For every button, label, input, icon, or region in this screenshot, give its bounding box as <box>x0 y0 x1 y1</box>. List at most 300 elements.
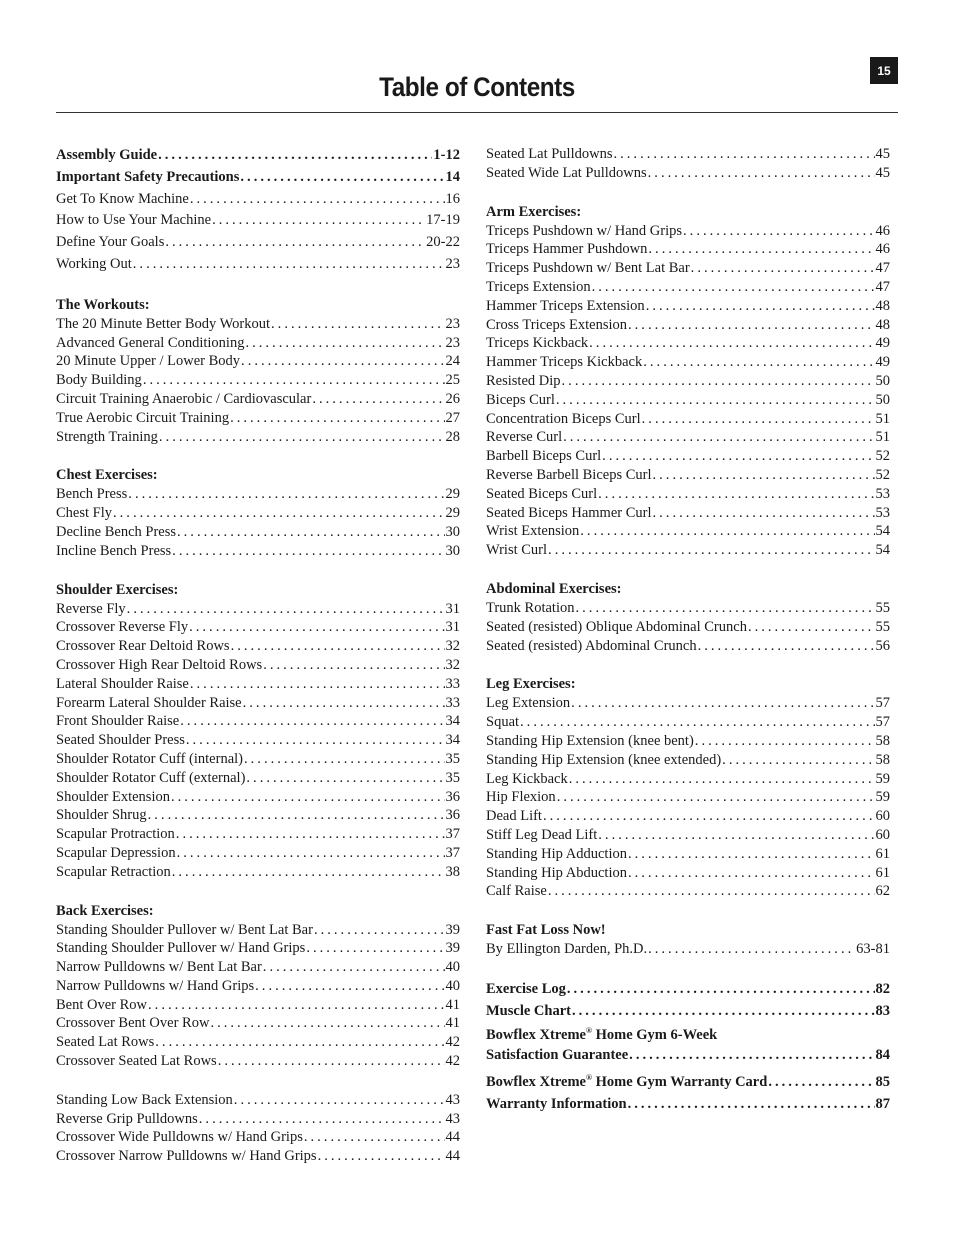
toc-entry-page: 40 <box>445 959 460 976</box>
toc-entry-page: 36 <box>445 807 460 824</box>
toc-entry <box>56 352 460 371</box>
toc-entry-label: Trunk Rotation <box>486 599 575 616</box>
dot-leader <box>598 826 874 845</box>
toc-entry-page: 47 <box>875 260 890 277</box>
toc-section <box>56 1091 460 1166</box>
section-heading: Chest Exercises: <box>56 467 158 484</box>
toc-entry <box>56 167 460 189</box>
toc-entry-label: Wrist Curl <box>486 542 548 559</box>
toc-entry-label: Triceps Extension <box>486 278 591 295</box>
toc-entry-page: 20-22 <box>426 234 460 251</box>
toc-entry-page: 30 <box>445 542 460 559</box>
toc-entry-page: 25 <box>445 372 460 389</box>
toc-entry <box>56 1110 460 1129</box>
dot-leader <box>263 656 444 675</box>
section-heading: Leg Exercises: <box>486 676 576 693</box>
brand-text: Bowflex Xtreme <box>486 1073 586 1090</box>
toc-entry-page: 61 <box>875 845 890 862</box>
toc-entry-page: 57 <box>875 695 890 712</box>
toc-entry-label: Barbell Biceps Curl <box>486 448 602 465</box>
toc-entry <box>486 713 890 732</box>
dot-leader <box>212 210 425 232</box>
dot-leader <box>243 694 445 713</box>
toc-section <box>486 203 890 560</box>
dot-leader <box>698 637 875 656</box>
toc-entry <box>486 410 890 429</box>
toc-entry <box>56 1091 460 1110</box>
toc-entry-page: 23 <box>445 255 460 272</box>
dot-leader <box>556 391 875 410</box>
dot-leader <box>642 410 875 429</box>
toc-entry-label: Working Out <box>56 255 132 272</box>
dot-leader <box>648 164 875 183</box>
toc-entry-label: How to Use Your Machine <box>56 212 212 229</box>
toc-section <box>56 581 460 882</box>
toc-entry-label: Front Shoulder Raise <box>56 713 180 730</box>
toc-entry-page: 61 <box>875 864 890 881</box>
toc-entry <box>486 751 890 770</box>
dot-leader <box>190 675 445 694</box>
toc-entry <box>56 1014 460 1033</box>
toc-entry <box>56 769 460 788</box>
toc-entry-label: Incline Bench Press <box>56 542 172 559</box>
dot-leader <box>613 145 874 164</box>
toc-entry-label: Standing Hip Adduction <box>486 845 627 862</box>
toc-entry <box>486 391 890 410</box>
toc-entry-label: Hip Flexion <box>486 789 556 806</box>
toc-entry-label: Get To Know Machine <box>56 190 189 207</box>
toc-entry <box>56 656 460 675</box>
toc-entry <box>56 694 460 713</box>
toc-entry <box>56 675 460 694</box>
toc-entry <box>486 979 890 1001</box>
toc-entry-page: 29 <box>445 505 460 522</box>
toc-entry-label: Assembly Guide <box>56 147 158 163</box>
toc-entry <box>56 618 460 637</box>
dot-leader <box>580 522 874 541</box>
dot-leader <box>571 694 874 713</box>
dot-leader <box>648 940 855 959</box>
toc-entry-page: 48 <box>875 316 890 333</box>
toc-entry <box>486 222 890 241</box>
toc-entry <box>56 334 460 353</box>
toc-closing-section <box>486 979 890 1115</box>
toc-entry-label: Circuit Training Anaerobic / Cardiovascular <box>56 390 312 407</box>
toc-entry-label: True Aerobic Circuit Training <box>56 409 230 426</box>
toc-entry <box>486 447 890 466</box>
toc-entry-page: 37 <box>445 826 460 843</box>
toc-entry-page: 24 <box>445 353 460 370</box>
toc-entry-page: 84 <box>875 1047 890 1064</box>
toc-entry <box>486 845 890 864</box>
toc-entry-label: Leg Extension <box>486 695 571 712</box>
toc-entry-page: 51 <box>875 410 890 427</box>
dot-leader <box>643 353 874 372</box>
toc-entry-label: Shoulder Shrug <box>56 807 147 824</box>
toc-entry-page: 31 <box>445 619 460 636</box>
toc-entry-page: 85 <box>875 1073 890 1090</box>
toc-entry-page: 14 <box>445 168 460 185</box>
toc-entry <box>486 353 890 372</box>
toc-entry <box>486 466 890 485</box>
toc-entry-page: 56 <box>875 637 890 654</box>
toc-entry-label: Standing Hip Extension (knee extended) <box>486 751 722 768</box>
toc-entry <box>486 618 890 637</box>
toc-entry-page: 53 <box>875 504 890 521</box>
toc-intro-section <box>56 145 460 276</box>
toc-entry <box>56 788 460 807</box>
toc-entry-label: Scapular Retraction <box>56 863 171 880</box>
toc-entry-label: Muscle Chart <box>486 1002 571 1019</box>
dot-leader <box>646 297 875 316</box>
toc-section <box>486 145 890 183</box>
toc-entry-page: 43 <box>445 1110 460 1127</box>
toc-entry-label: Strength Training <box>56 428 158 445</box>
toc-entry-label: Standing Shoulder Pullover w/ Hand Grips <box>56 940 306 957</box>
toc-entry <box>56 844 460 863</box>
toc-entry <box>56 542 460 561</box>
toc-entry-label: Scapular Protraction <box>56 826 175 843</box>
toc-entry <box>56 232 460 254</box>
dot-leader <box>159 428 445 447</box>
toc-entry-label: Seated (resisted) Abdominal Crunch <box>486 637 697 654</box>
dot-leader <box>306 939 444 958</box>
toc-entry-page: 50 <box>875 391 890 408</box>
toc-entry-label: Crossover Rear Deltoid Rows <box>56 638 230 655</box>
dot-leader <box>158 145 432 167</box>
toc-entry-label: Standing Hip Abduction <box>486 864 627 881</box>
toc-entry-label: Seated Lat Pulldowns <box>486 146 613 162</box>
toc-entry-label: Dead Lift <box>486 808 542 825</box>
section-heading: Fast Fat Loss Now! <box>486 922 606 939</box>
toc-entry-page: 52 <box>875 448 890 465</box>
toc-entry-page: 83 <box>875 1002 890 1019</box>
toc-entry-page: 50 <box>875 372 890 389</box>
toc-entry <box>486 316 890 335</box>
toc-entry <box>486 297 890 316</box>
toc-entry-label: Body Building <box>56 372 142 389</box>
toc-entry <box>56 189 460 211</box>
toc-entry-label: Seated Wide Lat Pulldowns <box>486 164 647 181</box>
toc-entry-label: Reverse Barbell Biceps Curl <box>486 466 652 483</box>
dot-leader <box>628 864 875 883</box>
toc-entry-page: 30 <box>445 523 460 540</box>
dot-leader <box>543 807 875 826</box>
toc-entry <box>56 315 460 334</box>
toc-entry-label: Scapular Depression <box>56 844 176 861</box>
toc-entry <box>486 788 890 807</box>
toc-entry-page: 46 <box>875 222 890 239</box>
toc-entry <box>486 1045 890 1067</box>
dot-leader <box>241 352 444 371</box>
toc-entry-label <box>486 1067 767 1094</box>
dot-leader <box>180 712 444 731</box>
toc-entry-label: Chest Fly <box>56 505 112 522</box>
toc-entry-page: 33 <box>445 694 460 711</box>
toc-entry-label: Seated Biceps Hammer Curl <box>486 504 652 521</box>
toc-entry-page: 33 <box>445 675 460 692</box>
dot-leader <box>172 863 445 882</box>
toc-entry-page: 45 <box>875 146 890 162</box>
toc-entry-label: Calf Raise <box>486 883 547 900</box>
toc-entry <box>486 541 890 560</box>
dot-leader <box>563 428 874 447</box>
toc-entry <box>56 921 460 940</box>
toc-entry <box>486 428 890 447</box>
toc-entry-label: Shoulder Rotator Cuff (external) <box>56 769 246 786</box>
toc-entry <box>486 694 890 713</box>
dot-leader <box>628 845 875 864</box>
dot-leader <box>245 334 444 353</box>
toc-entry-page: 58 <box>875 751 890 768</box>
dot-leader <box>314 921 445 940</box>
dot-leader <box>557 788 875 807</box>
toc-entry-page: 82 <box>875 980 890 997</box>
dot-leader <box>598 485 874 504</box>
toc-section <box>56 296 460 447</box>
dot-leader <box>148 806 445 825</box>
toc-section <box>486 675 890 901</box>
toc-entry <box>486 732 890 751</box>
section-heading: Back Exercises: <box>56 902 154 919</box>
toc-entry <box>56 712 460 731</box>
toc-entry-page: 55 <box>875 599 890 616</box>
dot-leader <box>520 713 874 732</box>
toc-entry-page: 40 <box>445 977 460 994</box>
toc-entry-page: 16 <box>445 190 460 207</box>
dot-leader <box>683 222 874 241</box>
toc-entry-label: Standing Shoulder Pullover w/ Bent Lat Bar <box>56 921 313 938</box>
toc-entry-page: 54 <box>875 523 890 540</box>
toc-entry-label: Crossover Bent Over Row <box>56 1015 210 1032</box>
toc-entry-page: 37 <box>445 844 460 861</box>
toc-entry-page: 28 <box>445 428 460 445</box>
toc-entry-page: 59 <box>875 770 890 787</box>
toc-entry-label: Seated Shoulder Press <box>56 732 185 749</box>
dot-leader <box>562 372 875 391</box>
toc-entry-label: Satisfaction Guarantee <box>486 1047 629 1064</box>
dot-leader <box>155 1033 444 1052</box>
toc-entry-label: Standing Low Back Extension <box>56 1091 233 1108</box>
dot-leader <box>218 1052 445 1071</box>
toc-entry <box>56 210 460 232</box>
toc-entry-page: 39 <box>445 921 460 938</box>
six-week-guarantee-heading <box>486 1022 890 1045</box>
dot-leader <box>648 240 874 259</box>
dot-leader <box>255 977 444 996</box>
dot-leader <box>548 882 875 901</box>
toc-entry-page: 17-19 <box>426 212 460 229</box>
toc-entry <box>486 485 890 504</box>
toc-entry <box>486 882 890 901</box>
toc-entry <box>56 428 460 447</box>
toc-entry <box>56 863 460 882</box>
dot-leader <box>576 599 875 618</box>
toc-entry <box>486 278 890 297</box>
toc-entry <box>486 259 890 278</box>
toc-entry-page: 44 <box>445 1148 460 1165</box>
toc-entry <box>56 977 460 996</box>
toc-entry-page: 58 <box>875 732 890 749</box>
toc-entry <box>56 750 460 769</box>
toc-entry-page: 53 <box>875 485 890 502</box>
toc-entry-page: 43 <box>445 1091 460 1108</box>
toc-entry-label: Crossover Reverse Fly <box>56 619 189 636</box>
page-number-badge: 15 <box>870 57 898 84</box>
toc-entry <box>486 826 890 845</box>
six-week-text: Home Gym 6-Week <box>591 1027 718 1044</box>
toc-entry <box>56 485 460 504</box>
toc-entry <box>486 770 890 789</box>
section-heading: Arm Exercises: <box>486 203 582 220</box>
toc-entry-page: 59 <box>875 789 890 806</box>
toc-entry <box>486 1067 890 1094</box>
toc-entry-label: Squat <box>486 714 520 731</box>
section-heading: Shoulder Exercises: <box>56 581 179 598</box>
toc-entry <box>486 334 890 353</box>
toc-entry-page: 46 <box>875 241 890 258</box>
toc-entry <box>56 939 460 958</box>
toc-entry-page: 57 <box>875 714 890 731</box>
toc-entry-page: 63-81 <box>856 941 890 958</box>
toc-entry-label: Triceps Pushdown w/ Bent Lat Bar <box>486 260 690 277</box>
dot-leader <box>653 466 875 485</box>
toc-entry <box>56 409 460 428</box>
toc-section <box>486 580 890 655</box>
toc-entry <box>56 958 460 977</box>
toc-right-column <box>486 145 890 1115</box>
dot-leader <box>567 979 875 1001</box>
toc-entry-page: 35 <box>445 769 460 786</box>
toc-entry-page: 47 <box>875 278 890 295</box>
toc-entry-page: 34 <box>445 732 460 749</box>
dot-leader <box>629 1045 874 1067</box>
dot-leader <box>548 541 874 560</box>
toc-entry-label: Wrist Extension <box>486 523 580 540</box>
toc-entry <box>56 1052 460 1071</box>
toc-entry-page: 26 <box>445 390 460 407</box>
toc-entry-page: 23 <box>445 334 460 351</box>
dot-leader <box>691 259 875 278</box>
toc-entry-label: Seated Biceps Curl <box>486 485 598 502</box>
toc-entry <box>486 240 890 259</box>
toc-entry <box>56 1033 460 1052</box>
toc-entry-label: Triceps Kickback <box>486 335 589 352</box>
toc-entry-label: Bench Press <box>56 486 128 503</box>
toc-entry <box>56 731 460 750</box>
toc-entry <box>486 145 890 164</box>
dot-leader <box>263 958 445 977</box>
dot-leader <box>172 542 444 561</box>
title-rule <box>56 112 898 113</box>
dot-leader <box>234 1091 445 1110</box>
toc-entry-page: 23 <box>445 315 460 332</box>
toc-entry-label: Define Your Goals <box>56 234 165 251</box>
toc-entry <box>486 522 890 541</box>
toc-entry-label: The 20 Minute Better Body Workout <box>56 315 271 332</box>
toc-entry <box>486 807 890 826</box>
toc-entry <box>486 1001 890 1023</box>
section-heading: Abdominal Exercises: <box>486 580 622 597</box>
toc-entry-label: Narrow Pulldowns w/ Bent Lat Bar <box>56 959 262 976</box>
toc-entry-page: 60 <box>875 826 890 843</box>
toc-entry-page: 42 <box>445 1034 460 1051</box>
page-title: Table of Contents <box>379 72 575 102</box>
toc-entry-page: 34 <box>445 713 460 730</box>
dot-leader <box>231 637 445 656</box>
toc-entry <box>56 390 460 409</box>
dot-leader <box>177 523 445 542</box>
dot-leader <box>128 485 444 504</box>
toc-entry <box>56 504 460 523</box>
toc-entry <box>486 864 890 883</box>
toc-entry-label: Narrow Pulldowns w/ Hand Grips <box>56 977 255 994</box>
toc-entry-page: 42 <box>445 1053 460 1070</box>
dot-leader <box>628 316 875 335</box>
toc-entry-label: 20 Minute Upper / Lower Body <box>56 353 241 370</box>
toc-entry-label: Reverse Grip Pulldowns <box>56 1110 198 1127</box>
toc-entry-label: Bent Over Row <box>56 996 148 1013</box>
toc-entry-label: Hammer Triceps Kickback <box>486 354 643 371</box>
dot-leader <box>165 232 425 254</box>
toc-entry <box>486 164 890 183</box>
dot-leader <box>127 600 445 619</box>
toc-entry-page: 1-12 <box>433 147 460 163</box>
dot-leader <box>171 788 445 807</box>
toc-entry-page: 41 <box>445 996 460 1013</box>
toc-entry <box>486 940 890 959</box>
toc-entry <box>56 600 460 619</box>
toc-section <box>56 466 460 560</box>
dot-leader <box>240 167 444 189</box>
toc-entry <box>486 504 890 523</box>
toc-entry-label: Seated Lat Rows <box>56 1034 155 1051</box>
dot-leader <box>628 1094 875 1116</box>
toc-entry-label: Triceps Hammer Pushdown <box>486 241 648 258</box>
dot-leader <box>695 732 875 751</box>
dot-leader <box>230 409 444 428</box>
toc-entry <box>56 523 460 542</box>
dot-leader <box>592 278 875 297</box>
toc-entry-label: Decline Bench Press <box>56 523 176 540</box>
toc-left-column <box>56 145 460 1186</box>
dot-leader <box>748 618 875 637</box>
toc-entry-label: Forearm Lateral Shoulder Raise <box>56 694 242 711</box>
dot-leader <box>589 334 874 353</box>
toc-entry-label: Reverse Curl <box>486 429 563 446</box>
toc-entry-label: Shoulder Rotator Cuff (internal) <box>56 750 243 767</box>
toc-entry-page: 48 <box>875 297 890 314</box>
toc-entry-page: 32 <box>445 638 460 655</box>
toc-entry-page: 51 <box>875 429 890 446</box>
toc-entry-label: Biceps Curl <box>486 391 555 408</box>
toc-entry-label: Leg Kickback <box>486 770 568 787</box>
dot-leader <box>113 504 445 523</box>
toc-entry <box>56 1147 460 1166</box>
brand-text: Bowflex Xtreme <box>486 1027 586 1044</box>
toc-entry-page: 49 <box>875 354 890 371</box>
warranty-card-text: Home Gym Warranty Card <box>591 1073 768 1090</box>
dot-leader <box>602 447 874 466</box>
toc-entry-label: Crossover Narrow Pulldowns w/ Hand Grips <box>56 1148 317 1165</box>
toc-entry-page: 87 <box>875 1095 890 1112</box>
toc-entry-page: 32 <box>445 656 460 673</box>
dot-leader <box>177 844 445 863</box>
toc-entry-label: Shoulder Extension <box>56 788 170 805</box>
toc-entry-page: 54 <box>875 542 890 559</box>
toc-entry-label: Warranty Information <box>486 1095 627 1112</box>
dot-leader <box>143 371 445 390</box>
